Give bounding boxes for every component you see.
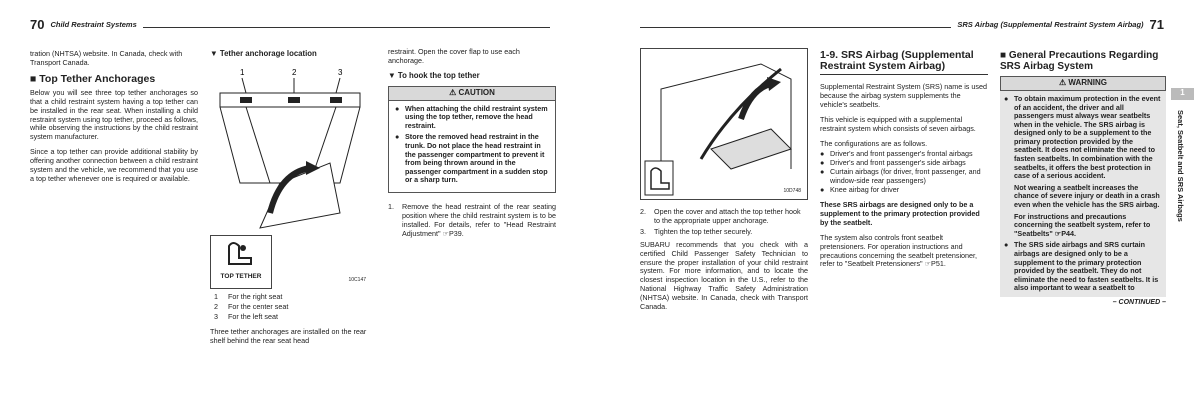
figure-code: 10C147	[348, 277, 366, 283]
warning-subtext: For instructions and precautions concerning the seatbelt system, refer to "Seatbelts" ☞P44.	[1014, 211, 1151, 238]
legend-item: 2 For the center seat	[214, 301, 289, 311]
right-header-rule	[640, 27, 951, 28]
steps-list	[640, 208, 808, 237]
top-tether-hook-figure	[640, 48, 808, 200]
steps-list	[388, 203, 556, 239]
step-1: 1. Remove the head restraint of the rear seating position where the child restraint system is to be installed. For details, refer to "Head Restraint Adjustment" ☞P39.	[388, 201, 556, 238]
seat-anchorage-illustration	[641, 49, 807, 199]
section-heading: ■ Top Tether Anchorages	[30, 72, 156, 85]
left-column-2	[210, 50, 378, 351]
bold-statement: These SRS airbags are designed only to be a supplement to the primary protection provided by the seatbelt.	[820, 199, 980, 227]
callout-3: 3	[338, 67, 343, 77]
child-seat-icon	[211, 236, 269, 270]
paragraph: Since a top tether can provide additional stability by offering another connection between a child restraint system and the vehicle, we recommend that you use a top tether whenever one is required or available.	[30, 147, 198, 183]
paragraph: Three tether anchorages are installed on the rear shelf behind the rear seat head	[210, 326, 367, 345]
right-page-number: 71	[1149, 17, 1164, 32]
right-running-title: SRS Airbag (Supplemental Restraint System Airbag)	[957, 20, 1144, 29]
intro-text: tration (NHTSA) website. In Canada, check with Transport Canada.	[30, 49, 183, 67]
right-column-3	[1000, 50, 1166, 308]
chapter-tab-text: Seat, Seatbelt and SRS Airbags	[1176, 110, 1185, 222]
paragraph: The configurations are as follows.	[820, 138, 928, 148]
airbag-list	[820, 150, 988, 195]
list-item: ● Driver's and front passenger's frontal airbags	[820, 149, 973, 159]
rear-shelf-illustration	[210, 63, 368, 233]
warning-triangle-icon: ⚠	[1058, 78, 1069, 87]
child-seat-symbol-box	[645, 161, 673, 195]
warning-header: ⚠ WARNING	[1000, 76, 1166, 91]
list-item: ● Driver's and front passenger's side airbags	[820, 158, 966, 168]
callout-2: 2	[292, 67, 297, 77]
section-heading: ■ General Precautions Regarding SRS Airbag System	[1000, 50, 1159, 72]
top-tether-label: TOP TETHER	[220, 272, 262, 280]
warning-box	[1000, 91, 1166, 297]
top-tether-symbol-box	[210, 235, 272, 289]
warning-subtext: Not wearing a seatbelt increases the chance of severe injury or death in a crash even when the vehicle has the SRS airbag.	[1014, 182, 1160, 210]
square-bullet-icon: ■	[1000, 50, 1009, 61]
left-header-rule	[143, 27, 550, 28]
callout-1: 1	[240, 67, 245, 77]
right-column-1	[640, 48, 808, 318]
top-tether-inset	[210, 235, 370, 287]
left-page-number: 70	[30, 17, 45, 32]
left-column-3	[388, 48, 556, 240]
paragraph: SUBARU recommends that you check with a certified Child Passenger Safety Technician to ensure the proper installation of your child restraint system. For more information, and to locate the closest inspection location in the U.S., refer to the National Highway Traffic Safety Administration (NHTSA) website. In Canada, check with Transport Canada.	[640, 239, 808, 312]
warning-item: ● To obtain maximum protection in the event of an accident, the driver and all passengers must always wear seatbelts when in the vehicle. The SRS airbag is designed only to be a supplement to the primary protection provided by the seatbelt. It does not eliminate the need to fasten seatbelts. In combination with the seatbelts, it offers the best protection in case of a serious accident.	[1004, 93, 1161, 181]
caution-header: ⚠ CAUTION	[388, 86, 556, 101]
legend-item: 3 For the left seat	[214, 311, 278, 321]
warning-item: ● The SRS side airbags and SRS curtain airbags are designed only to be a supplement to the primary protection provided by the seatbelt. They do not eliminate the need to fasten seatbelts. It is also important to wear a seatbelt to	[1004, 240, 1159, 293]
square-bullet-icon: ■	[30, 72, 40, 85]
right-page-header	[640, 16, 1164, 32]
legend-list	[214, 293, 378, 322]
paragraph: This vehicle is equipped with a supplemental restraint system which consists of seven airbags.	[820, 114, 976, 133]
triangle-down-icon: ▼	[210, 49, 220, 58]
triangle-down-icon: ▼	[388, 70, 398, 80]
chapter-tab: 1	[1171, 88, 1194, 100]
paragraph: The system also controls front seatbelt pretensioners. For operation instructions and precautions concerning the seatbelt pretensioner, refer to "Seatbelt Pretensioners" ☞P51.	[820, 232, 978, 269]
figure-title: ▼ Tether anchorage location	[210, 49, 317, 58]
paragraph: Supplemental Restraint System (SRS) name is used because the airbag system supplements the vehicle's seatbelts.	[820, 82, 987, 109]
right-column-2	[820, 50, 988, 275]
legend-item: 1 For the right seat	[214, 291, 283, 301]
step-3: 3. Tighten the top tether securely.	[640, 226, 753, 236]
intro-text: restraint. Open the cover flap to use each anchorage.	[388, 47, 520, 65]
left-page-header	[30, 16, 550, 32]
continued-label: – CONTINUED –	[1112, 298, 1166, 306]
left-running-title: Child Restraint Systems	[50, 20, 137, 29]
caution-box	[388, 101, 556, 193]
caution-item: ● When attaching the child restraint system using the top tether, remove the head restraint.	[395, 103, 548, 130]
caution-triangle-icon: ⚠	[449, 87, 459, 97]
list-item: ● Curtain airbags (for driver, front passenger, and window-side rear passengers)	[820, 167, 981, 186]
list-item: ● Knee airbag for driver	[820, 185, 900, 195]
step-2: 2. Open the cover and attach the top tether hook to the appropriate upper anchorage.	[640, 207, 801, 225]
figure-code: 10D748	[783, 188, 801, 195]
paragraph: Below you will see three top tether anchorages so that a child restraint system having a top tether can be installed in the rear seat. When installing a child restraint system using top tether, proceed as follows, while observing the instructions by the child restraint system manufacturer.	[30, 87, 198, 142]
subheading: ▼ To hook the top tether	[388, 70, 480, 80]
caution-item: ● Store the removed head restraint in the trunk. Do not place the head restraint in the passenger compartment to prevent it from being thrown around in the passenger compartment in a sudden stop or a sharp turn.	[395, 132, 548, 185]
chapter-heading: 1-9. SRS Airbag (Supplemental Restraint System Airbag)	[820, 50, 988, 75]
tether-anchorage-figure	[210, 63, 368, 233]
left-column-1	[30, 50, 198, 190]
